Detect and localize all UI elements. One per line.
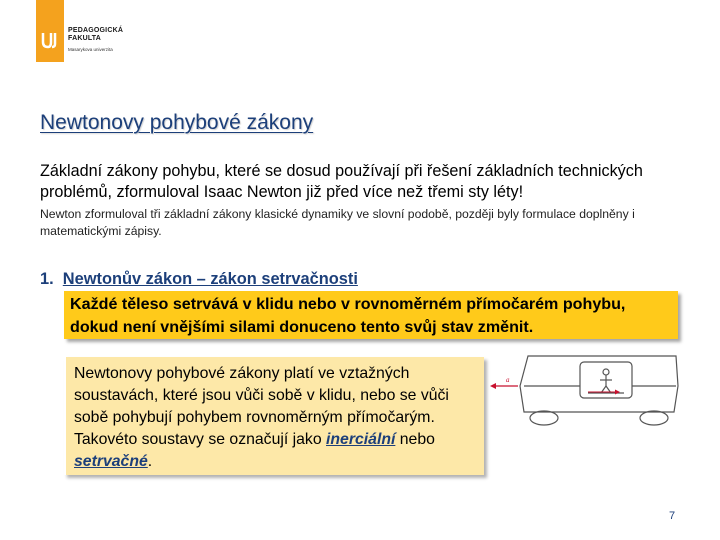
law-name: Newtonův zákon – zákon setrvačnosti <box>62 270 358 288</box>
intro-text: Základní zákony pohybu, které se dosud používají při řešení základních technických problémů, zformuloval Isaac Newton již před více než třemi sty léty! <box>40 162 643 201</box>
small-text: Newton zformuloval tři základní zákony klasické dynamiky ve slovní podobě, později byly formulace doplněny i matematickými zápisy. <box>40 207 635 238</box>
law-heading <box>40 270 358 289</box>
logo-line1: PEDAGOGICKÁ <box>68 27 124 34</box>
logo-line2: FAKULTA <box>68 35 102 42</box>
law-statement: Každé těleso setrvává v klidu nebo v rovnoměrném přímočarém pohybu, dokud není vnějšími silami donuceno tento svůj stav změnit. <box>70 295 626 336</box>
frames-end: . <box>147 453 153 470</box>
faculty-logo <box>36 0 154 78</box>
law-number: 1. <box>40 270 54 288</box>
logo-mark-icon <box>40 30 60 50</box>
page-number: 7 <box>669 510 676 522</box>
train-diagram <box>488 346 684 436</box>
logo-text <box>68 27 123 43</box>
term-inertial: inerciální <box>326 431 396 448</box>
term-setrvacne: setrvačné <box>74 453 148 470</box>
frames-middle: nebo <box>395 431 435 448</box>
frames-text: Newtonovy pohybové zákony platí ve vztažných soustavách, které jsou vůči sobě v klidu, nebo se vůči sobě pohybují pohybem rovnoměrným přímočarým. Takovéto soustavy se označují jako <box>74 365 449 448</box>
slide-title: Newtonovy pohybové zákony <box>40 111 314 134</box>
reference-frames-box <box>64 357 484 475</box>
logo-subtitle: Masarykova univerzita <box>68 47 113 52</box>
law-statement-box <box>64 291 678 339</box>
arrow-label: a <box>506 376 510 384</box>
